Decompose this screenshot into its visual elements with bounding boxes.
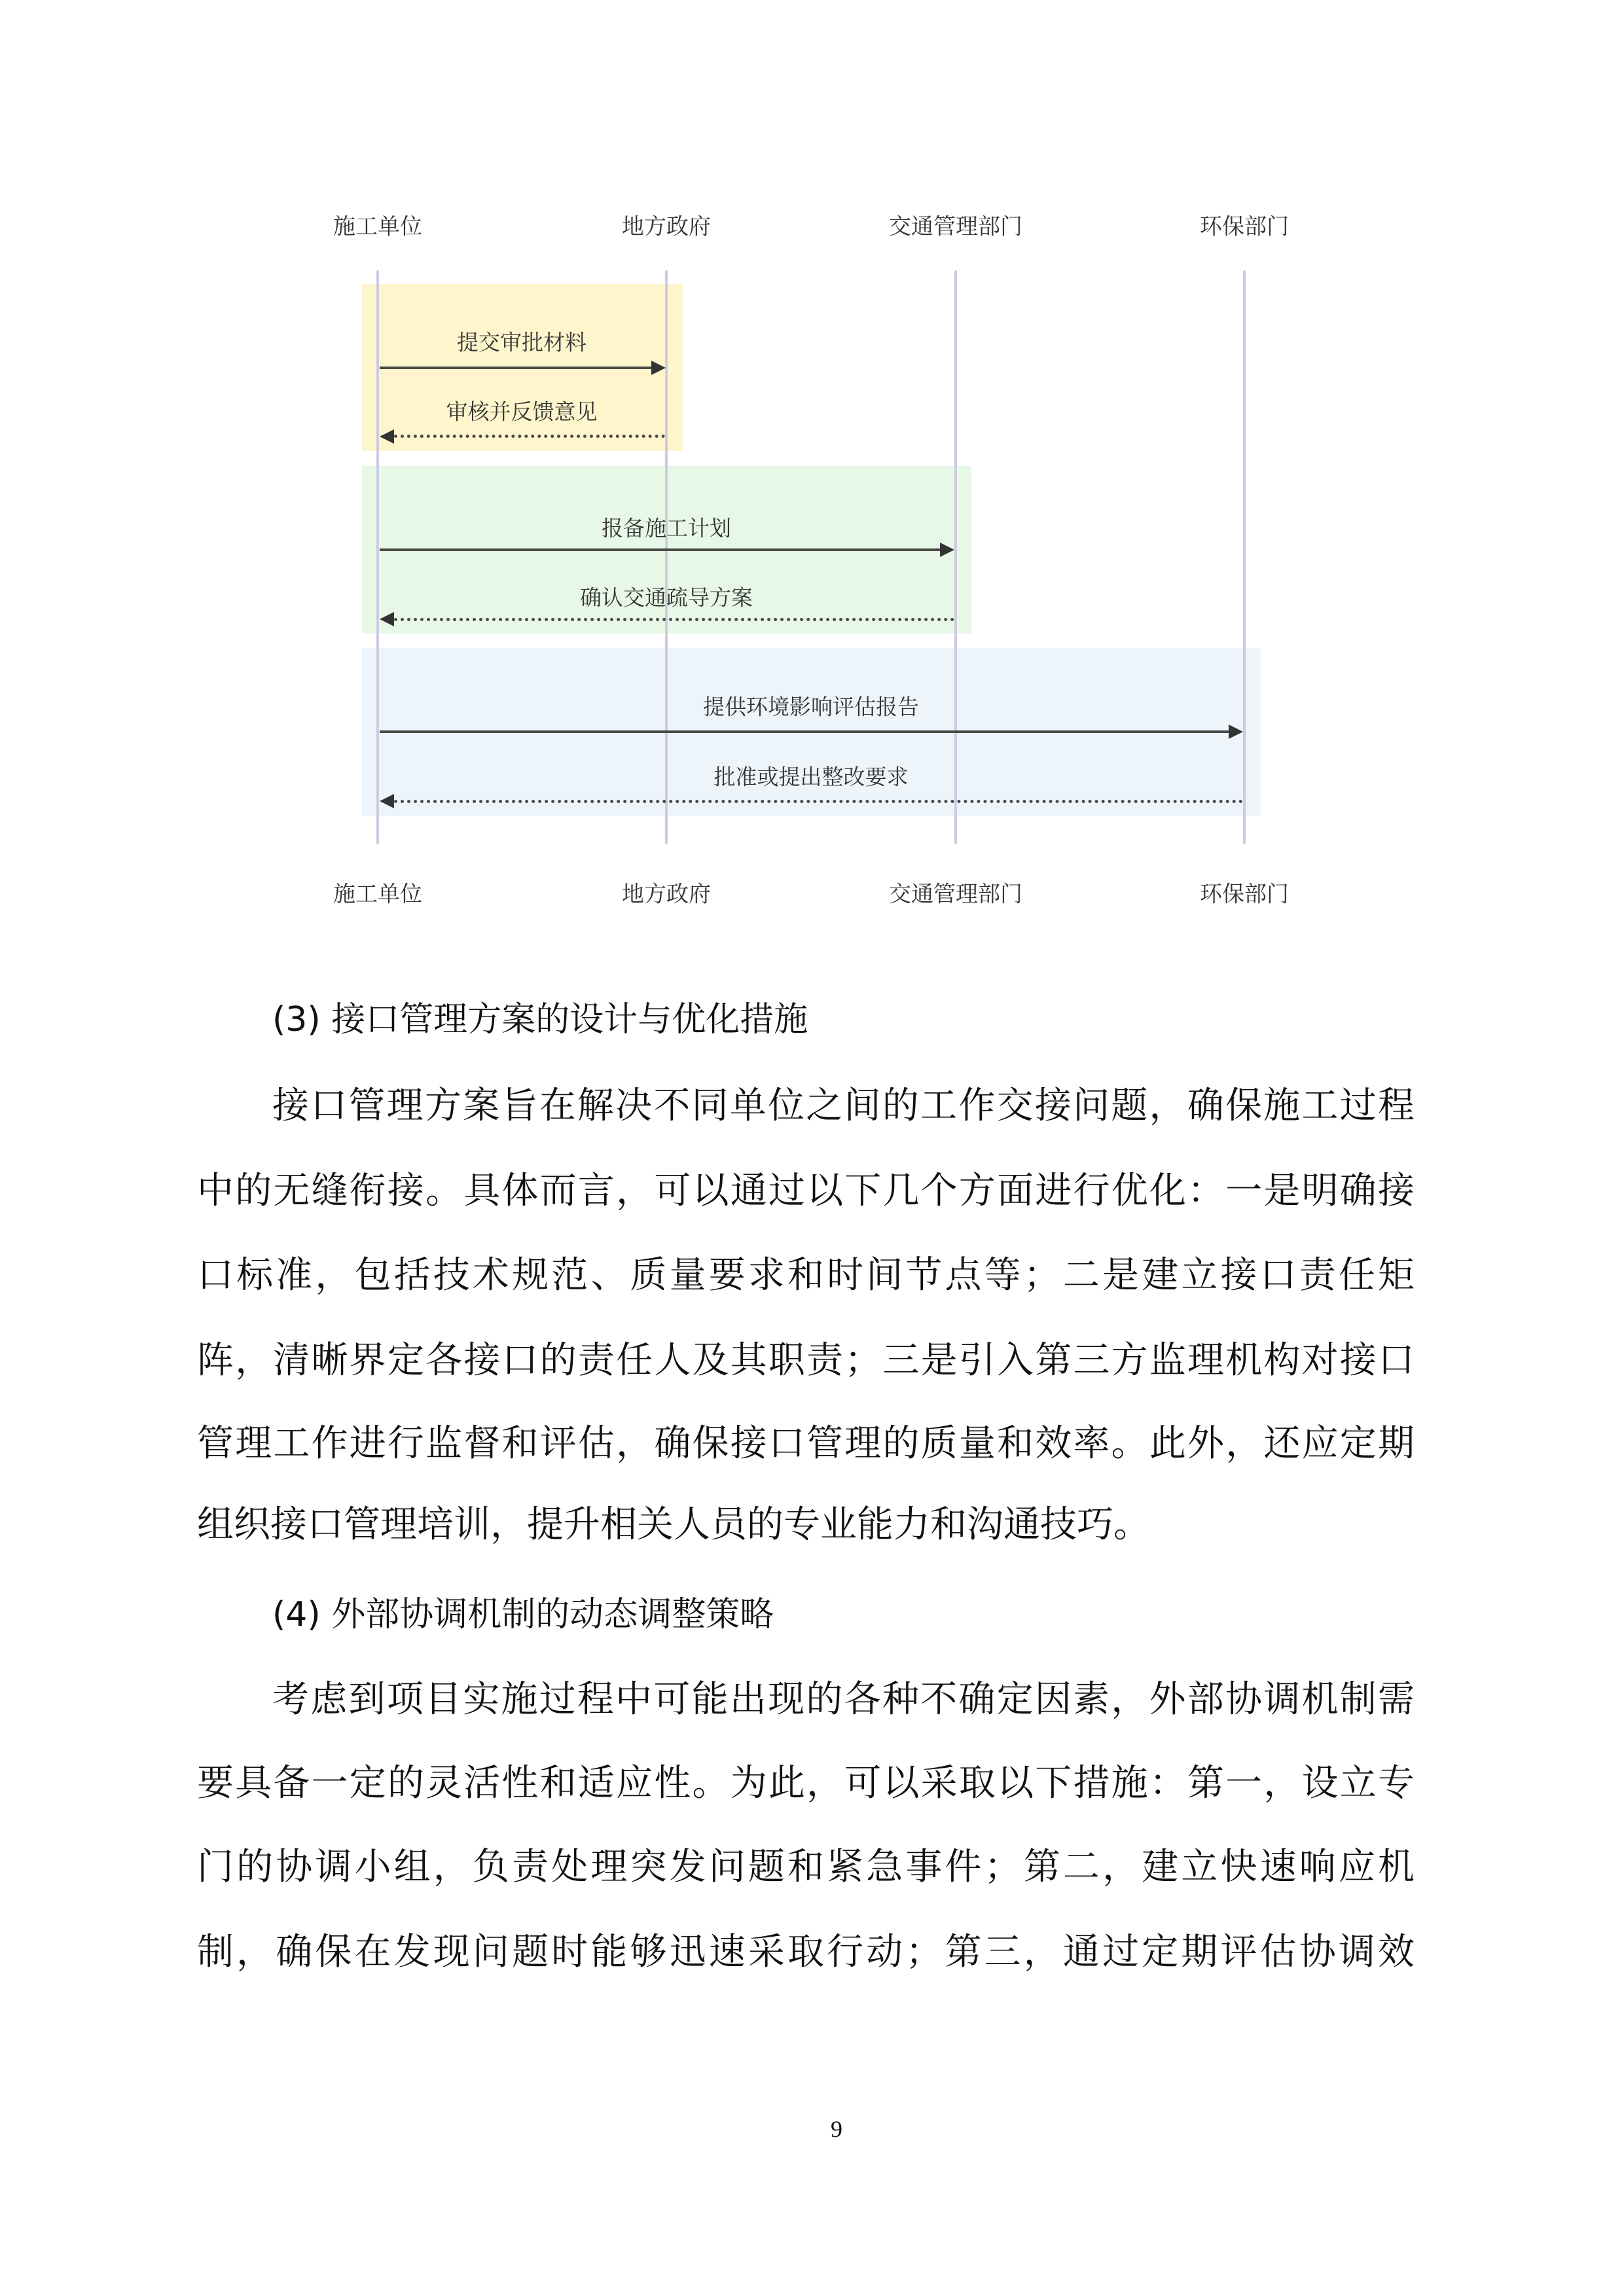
arrowhead-right-icon bbox=[940, 543, 954, 557]
lifeline-local-government bbox=[665, 270, 668, 844]
paragraph-line: 管理工作进行监督和评估，确保接口管理的质量和效率。此外，还应定期 bbox=[197, 1422, 1415, 1465]
message-label: 提供环境影响评估报告 bbox=[703, 694, 919, 720]
actor-label-bottom: 施工单位 bbox=[333, 881, 422, 908]
sequence-diagram bbox=[0, 0, 1624, 929]
paragraph-line: 中的无缝衔接。具体而言，可以通过以下几个方面进行优化：一是明确接 bbox=[197, 1170, 1415, 1212]
section-heading: (4) 外部协调机制的动态调整策略 bbox=[272, 1595, 774, 1634]
message-arrow-dashed bbox=[394, 435, 665, 438]
lifeline-environment-department bbox=[1243, 270, 1246, 844]
actor-label-top: 施工单位 bbox=[333, 213, 422, 240]
message-label: 报备施工计划 bbox=[602, 515, 731, 541]
actor-label-top: 环保部门 bbox=[1200, 213, 1289, 240]
paragraph-line: 考虑到项目实施过程中可能出现的各种不确定因素，外部协调机制需 bbox=[272, 1678, 1415, 1721]
arrowhead-right-icon bbox=[651, 361, 666, 375]
lifeline-traffic-department bbox=[954, 270, 957, 844]
actor-label-bottom: 环保部门 bbox=[1200, 881, 1289, 908]
section-heading: (3) 接口管理方案的设计与优化措施 bbox=[272, 1000, 808, 1039]
message-label: 提交审批材料 bbox=[457, 329, 586, 355]
message-arrow-dashed bbox=[394, 618, 954, 621]
message-label: 确认交通疏导方案 bbox=[580, 584, 753, 611]
paragraph-line: 门的协调小组，负责处理突发问题和紧急事件；第二，建立快速响应机 bbox=[197, 1846, 1415, 1888]
message-arrow-dashed bbox=[394, 800, 1243, 803]
actor-label-top: 地方政府 bbox=[622, 213, 711, 240]
paragraph-line: 制，确保在发现问题时能够迅速采取行动；第三，通过定期评估协调效 bbox=[197, 1931, 1415, 1973]
message-arrow-solid bbox=[380, 548, 943, 551]
arrowhead-right-icon bbox=[1229, 725, 1243, 739]
message-arrow-solid bbox=[380, 367, 653, 369]
arrowhead-left-icon bbox=[380, 612, 394, 626]
paragraph-line: 接口管理方案旨在解决不同单位之间的工作交接问题，确保施工过程 bbox=[272, 1085, 1415, 1127]
paragraph-line: 组织接口管理培训，提升相关人员的专业能力和沟通技巧。 bbox=[197, 1503, 1150, 1546]
actor-label-top: 交通管理部门 bbox=[889, 213, 1022, 240]
actor-label-bottom: 交通管理部门 bbox=[889, 881, 1022, 908]
actor-label-bottom: 地方政府 bbox=[622, 881, 711, 908]
message-label: 批准或提出整改要求 bbox=[713, 764, 909, 790]
paragraph-line: 阵，清晰界定各接口的责任人及其职责；三是引入第三方监理机构对接口 bbox=[197, 1339, 1415, 1382]
message-label: 审核并反馈意见 bbox=[446, 399, 598, 425]
page-number: 9 bbox=[831, 2116, 842, 2142]
lifeline-construction-unit bbox=[376, 270, 379, 844]
paragraph-line: 要具备一定的灵活性和适应性。为此，可以采取以下措施：第一，设立专 bbox=[197, 1762, 1415, 1804]
arrowhead-left-icon bbox=[380, 794, 394, 808]
paragraph-line: 口标准，包括技术规范、质量要求和时间节点等；二是建立接口责任矩 bbox=[197, 1254, 1415, 1297]
arrowhead-left-icon bbox=[380, 429, 394, 444]
message-arrow-solid bbox=[380, 730, 1231, 733]
